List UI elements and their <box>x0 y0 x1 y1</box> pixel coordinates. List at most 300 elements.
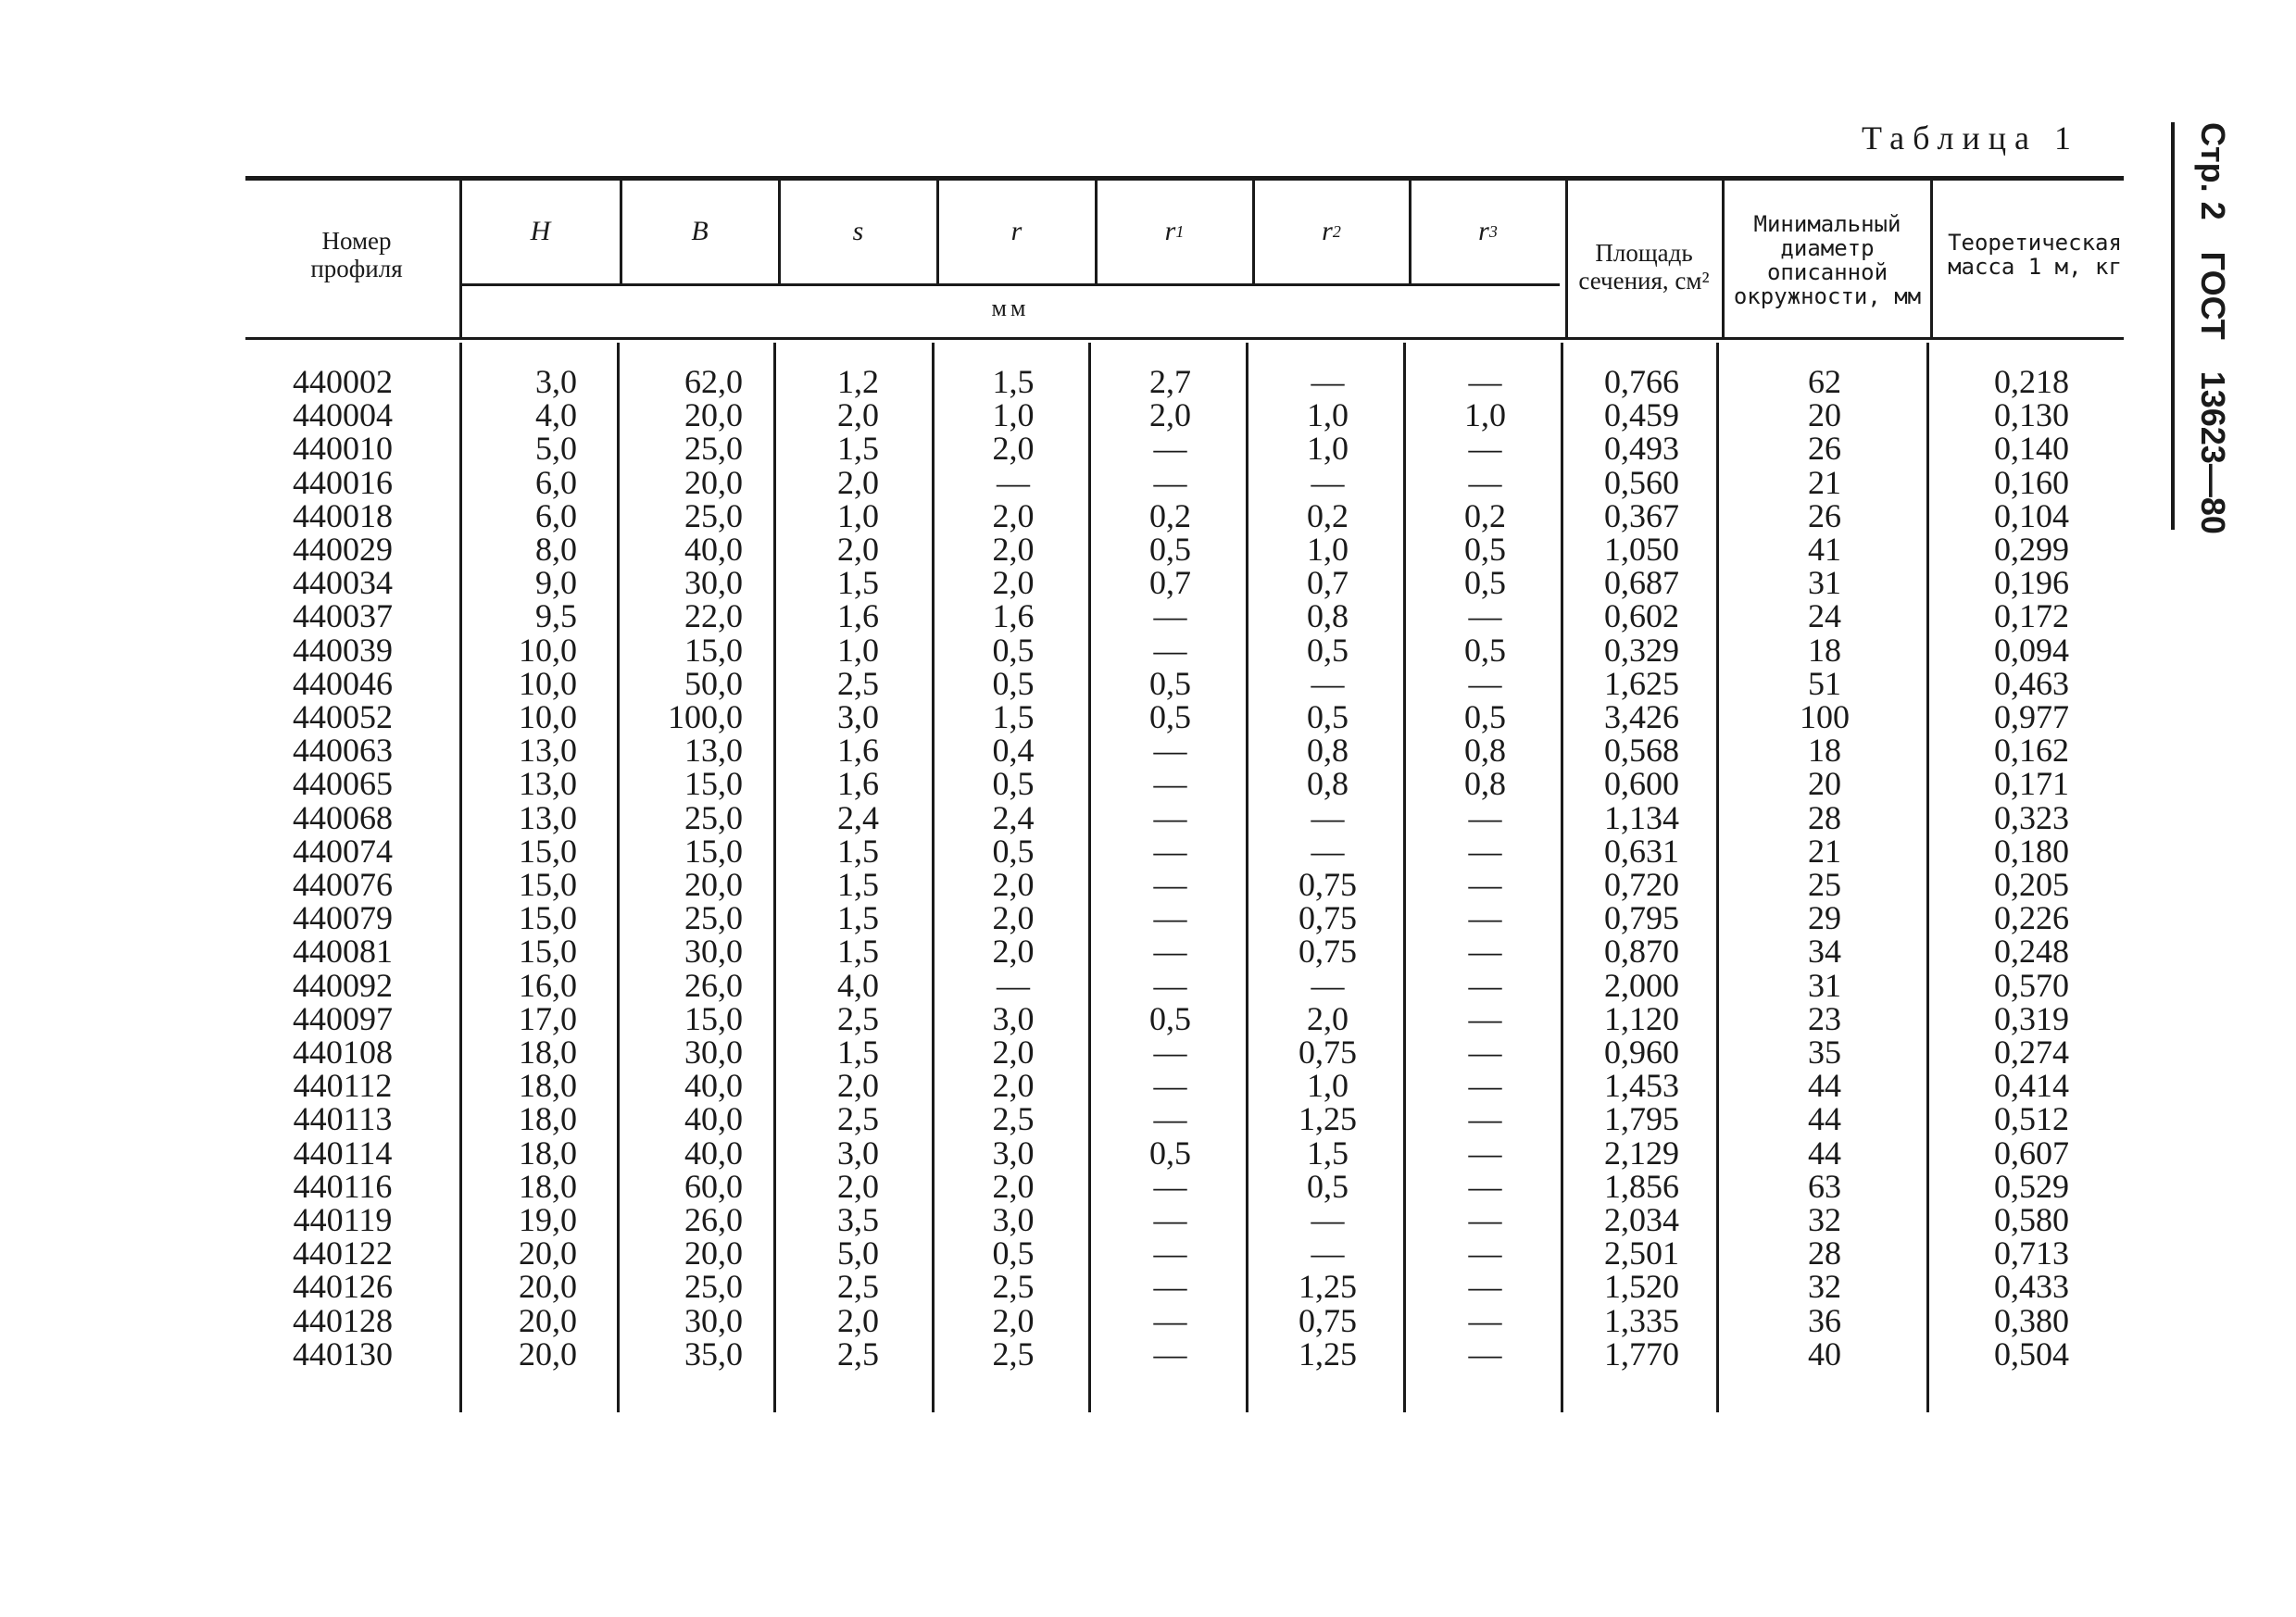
table-cell: 0,960 <box>1604 1034 1679 1071</box>
table-cell: — <box>997 463 1030 501</box>
table-cell: 13,0 <box>684 732 743 770</box>
table-cell: 0,5 <box>1307 631 1349 669</box>
table-cell: 0,130 <box>1994 396 2069 434</box>
body-divider <box>459 343 462 1412</box>
table-cell: — <box>1468 1067 1502 1105</box>
table-cell: 0,5 <box>1464 698 1506 735</box>
body-divider <box>1926 343 1929 1412</box>
table-cell: 2,0 <box>992 430 1035 468</box>
table-cell: 20,0 <box>519 1268 577 1306</box>
table-cell: 19,0 <box>519 1201 577 1238</box>
table-cell: — <box>1468 798 1502 836</box>
table-cell: 0,766 <box>1604 363 1679 400</box>
table-cell: — <box>1468 1301 1502 1339</box>
table-cell: 1,5 <box>992 363 1035 400</box>
table-cell: 18 <box>1808 631 1841 669</box>
table-cell: 1,5 <box>1307 1134 1349 1172</box>
table-cell: 1,795 <box>1604 1100 1679 1138</box>
table-cell: 0,218 <box>1994 363 2069 400</box>
table-cell: — <box>1311 798 1345 836</box>
table-cell: — <box>1468 1235 1502 1272</box>
table-cell: 2,5 <box>837 999 879 1037</box>
table-cell: 50,0 <box>684 664 743 702</box>
table-cell: 0,180 <box>1994 832 2069 870</box>
table-cell: — <box>1153 933 1187 971</box>
header-area: Площадь сечения, см² <box>1578 239 1710 295</box>
table-cell: 2,0 <box>837 463 879 501</box>
table-cell: 31 <box>1808 564 1841 602</box>
page-number: Стр. 2 <box>2194 122 2232 220</box>
table-cell: 0,329 <box>1604 631 1679 669</box>
table-cell: 1,134 <box>1604 798 1679 836</box>
table-cell: 62,0 <box>684 363 743 400</box>
table-cell: 0,5 <box>1149 1134 1191 1172</box>
table-cell: 2,5 <box>837 1100 879 1138</box>
header-divider <box>1722 181 1725 337</box>
table-cell: 2,501 <box>1604 1235 1679 1272</box>
table-cell: — <box>1153 1201 1187 1238</box>
table-cell: 44 <box>1808 1100 1841 1138</box>
table-cell: — <box>1153 832 1187 870</box>
table-cell: 440097 <box>293 999 393 1037</box>
table-cell: 1,625 <box>1604 664 1679 702</box>
header-divider <box>1565 181 1568 337</box>
table-cell: 2,0 <box>992 933 1035 971</box>
table-cell: 0,8 <box>1307 597 1349 635</box>
table-cell: 3,5 <box>837 1201 879 1238</box>
table-cell: 440004 <box>293 396 393 434</box>
table-cell: 44 <box>1808 1067 1841 1105</box>
table-cell: 18,0 <box>519 1067 577 1105</box>
table-cell: 2,0 <box>992 496 1035 534</box>
table-cell: 1,6 <box>992 597 1035 635</box>
header-s: s <box>852 216 864 246</box>
table-cell: 10,0 <box>519 698 577 735</box>
table-cell: 3,426 <box>1604 698 1679 735</box>
table-cell: 2,0 <box>837 1301 879 1339</box>
table-cell: 0,094 <box>1994 631 2069 669</box>
table-cell: 41 <box>1808 531 1841 568</box>
table-cell: — <box>1311 664 1345 702</box>
table-cell: 20 <box>1808 396 1841 434</box>
table-cell: 13,0 <box>519 765 577 803</box>
table-cell: 0,8 <box>1464 732 1506 770</box>
table-cell: 6,0 <box>535 463 577 501</box>
table-cell: — <box>1153 1100 1187 1138</box>
table-cell: 1,453 <box>1604 1067 1679 1105</box>
table-cell: 1,5 <box>837 899 879 937</box>
table-cell: 1,0 <box>992 396 1035 434</box>
table-cell: 0,5 <box>1149 664 1191 702</box>
table-cell: 0,5 <box>992 1235 1035 1272</box>
table-cell: 31 <box>1808 966 1841 1004</box>
table-cell: 2,0 <box>992 1301 1035 1339</box>
table-cell: 25,0 <box>684 798 743 836</box>
table-cell: 0,560 <box>1604 463 1679 501</box>
table-cell: 1,0 <box>1464 396 1506 434</box>
table-cell: 1,5 <box>837 430 879 468</box>
table-cell: 0,75 <box>1299 899 1357 937</box>
table-cell: 6,0 <box>535 496 577 534</box>
header-r1 <box>1097 213 1252 250</box>
table-cell: — <box>1311 363 1345 400</box>
table-cell: 440037 <box>293 597 393 635</box>
table-cell: 1,0 <box>1307 531 1349 568</box>
table-cell: 0,226 <box>1994 899 2069 937</box>
table-cell: 51 <box>1808 664 1841 702</box>
table-cell: 4,0 <box>535 396 577 434</box>
table-cell: 32 <box>1808 1201 1841 1238</box>
table-cell: 1,335 <box>1604 1301 1679 1339</box>
table-cell: 2,0 <box>992 866 1035 903</box>
table-cell: 20,0 <box>684 396 743 434</box>
table-cell: 15,0 <box>684 631 743 669</box>
table-cell: 3,0 <box>837 698 879 735</box>
table-cell: 0,5 <box>1149 698 1191 735</box>
table-cell: 21 <box>1808 832 1841 870</box>
table-cell: 0,172 <box>1994 597 2069 635</box>
body-divider <box>1403 343 1406 1412</box>
table-cell: — <box>1468 1268 1502 1306</box>
table-cell: 1,5 <box>837 933 879 971</box>
table-cell: 0,7 <box>1149 564 1191 602</box>
table-cell: 40 <box>1808 1335 1841 1373</box>
table-cell: 440116 <box>293 1167 393 1205</box>
table-cell: 0,299 <box>1994 531 2069 568</box>
table-cell: — <box>1468 999 1502 1037</box>
table-cell: 15,0 <box>684 832 743 870</box>
table-cell: 1,6 <box>837 597 879 635</box>
table-top-rule <box>245 176 2124 181</box>
table-cell: 13,0 <box>519 798 577 836</box>
header-r1-index: 1 <box>1175 222 1185 241</box>
table-cell: 2,5 <box>837 1335 879 1373</box>
table-cell: 0,274 <box>1994 1034 2069 1071</box>
table-cell: 440074 <box>293 832 393 870</box>
header-r3 <box>1411 213 1565 250</box>
table-cell: — <box>1468 1134 1502 1172</box>
table-cell: 1,770 <box>1604 1335 1679 1373</box>
table-cell: 1,0 <box>1307 1067 1349 1105</box>
table-cell: 0,5 <box>1464 631 1506 669</box>
table-cell: 0,140 <box>1994 430 2069 468</box>
table-cell: 1,856 <box>1604 1167 1679 1205</box>
table-cell: 20,0 <box>519 1335 577 1373</box>
table-cell: 0,160 <box>1994 463 2069 501</box>
table-cell: 0,602 <box>1604 597 1679 635</box>
table-cell: 440114 <box>293 1134 393 1172</box>
table-cell: 1,5 <box>837 832 879 870</box>
table-cell: — <box>1311 966 1345 1004</box>
table-cell: 1,6 <box>837 732 879 770</box>
table-cell: 0,504 <box>1994 1335 2069 1373</box>
table-cell: 440130 <box>293 1335 393 1373</box>
table-cell: 3,0 <box>992 1201 1035 1238</box>
table-cell: 440126 <box>293 1268 393 1306</box>
table-cell: 10,0 <box>519 631 577 669</box>
table-cell: — <box>1468 1201 1502 1238</box>
table-cell: 2,0 <box>837 1167 879 1205</box>
table-cell: 60,0 <box>684 1167 743 1205</box>
table-cell: — <box>997 966 1030 1004</box>
table-cell: 0,5 <box>1307 698 1349 735</box>
table-cell: 4,0 <box>837 966 879 1004</box>
table-cell: 2,0 <box>1307 999 1349 1037</box>
table-cell: 28 <box>1808 798 1841 836</box>
table-cell: 10,0 <box>519 664 577 702</box>
table-cell: — <box>1153 732 1187 770</box>
table-cell: 40,0 <box>684 1100 743 1138</box>
table-cell: 40,0 <box>684 531 743 568</box>
table-cell: 9,0 <box>535 564 577 602</box>
table-cell: 0,580 <box>1994 1201 2069 1238</box>
table-cell: 15,0 <box>519 832 577 870</box>
table-cell: — <box>1311 1201 1345 1238</box>
table-cell: 1,0 <box>837 496 879 534</box>
table-cell: 0,8 <box>1307 732 1349 770</box>
table-cell: — <box>1311 463 1345 501</box>
table-cell: — <box>1153 1067 1187 1105</box>
table-cell: — <box>1153 430 1187 468</box>
table-cell: 2,5 <box>837 664 879 702</box>
body-divider <box>1561 343 1563 1412</box>
table-cell: 0,104 <box>1994 496 2069 534</box>
table-cell: 440068 <box>293 798 393 836</box>
table-cell: 0,568 <box>1604 732 1679 770</box>
table-cell: 0,75 <box>1299 1301 1357 1339</box>
table-cell: 22,0 <box>684 597 743 635</box>
table-cell: 20 <box>1808 765 1841 803</box>
table-cell: 2,0 <box>992 531 1035 568</box>
table-cell: 0,319 <box>1994 999 2069 1037</box>
table-cell: 18,0 <box>519 1167 577 1205</box>
table-cell: — <box>1153 798 1187 836</box>
table-cell: — <box>1468 866 1502 903</box>
body-divider <box>1246 343 1248 1412</box>
table-cell: 35,0 <box>684 1335 743 1373</box>
table-cell: 20,0 <box>519 1301 577 1339</box>
table-cell: 0,512 <box>1994 1100 2069 1138</box>
table-cell: 1,520 <box>1604 1268 1679 1306</box>
table-cell: 2,0 <box>992 1034 1035 1071</box>
table-cell: 0,2 <box>1307 496 1349 534</box>
table-cell: 440052 <box>293 698 393 735</box>
table-cell: 5,0 <box>535 430 577 468</box>
table-cell: 1,050 <box>1604 531 1679 568</box>
table-cell: 17,0 <box>519 999 577 1037</box>
table-cell: 3,0 <box>837 1134 879 1172</box>
table-cell: — <box>1468 597 1502 635</box>
table-cell: 0,493 <box>1604 430 1679 468</box>
units-rule <box>461 283 1560 286</box>
table-cell: 26 <box>1808 496 1841 534</box>
table-cell: 440063 <box>293 732 393 770</box>
table-cell: 2,034 <box>1604 1201 1679 1238</box>
table-cell: 30,0 <box>684 1034 743 1071</box>
table-cell: 15,0 <box>519 866 577 903</box>
table-cell: 2,0 <box>992 899 1035 937</box>
table-cell: 0,367 <box>1604 496 1679 534</box>
header-r3-letter: r <box>1478 216 1489 246</box>
table-cell: 440076 <box>293 866 393 903</box>
table-cell: 0,5 <box>992 765 1035 803</box>
table-cell: 36 <box>1808 1301 1841 1339</box>
table-cell: 1,5 <box>837 1034 879 1071</box>
table-cell: 0,4 <box>992 732 1035 770</box>
table-cell: 30,0 <box>684 1301 743 1339</box>
table-cell: 0,5 <box>992 631 1035 669</box>
table-cell: 2,7 <box>1149 363 1191 400</box>
table-cell: 5,0 <box>837 1235 879 1272</box>
table-cell: 1,120 <box>1604 999 1679 1037</box>
header-r1-letter: r <box>1164 216 1176 246</box>
table-cell: 13,0 <box>519 732 577 770</box>
table-cell: 440039 <box>293 631 393 669</box>
table-cell: 440119 <box>293 1201 393 1238</box>
table-cell: — <box>1468 363 1502 400</box>
table-cell: 26,0 <box>684 966 743 1004</box>
table-cell: 18,0 <box>519 1034 577 1071</box>
table-cell: — <box>1153 1034 1187 1071</box>
table-cell: 8,0 <box>535 531 577 568</box>
table-cell: 0,529 <box>1994 1167 2069 1205</box>
header-profile-number: Номер профиля <box>310 227 403 282</box>
table-cell: 1,25 <box>1299 1335 1357 1373</box>
table-cell: 0,75 <box>1299 1034 1357 1071</box>
table-cell: 20,0 <box>684 463 743 501</box>
table-cell: 2,129 <box>1604 1134 1679 1172</box>
table-cell: 440081 <box>293 933 393 971</box>
standard-number: 13623—80 <box>2194 370 2232 534</box>
table-cell: 62 <box>1808 363 1841 400</box>
table-cell: 440108 <box>293 1034 393 1071</box>
table-cell: — <box>1153 1335 1187 1373</box>
table-cell: — <box>1153 631 1187 669</box>
table-cell: 9,5 <box>535 597 577 635</box>
table-cell: 2,5 <box>992 1335 1035 1373</box>
table-cell: 0,463 <box>1994 664 2069 702</box>
table-cell: 0,75 <box>1299 866 1357 903</box>
table-cell: — <box>1468 1100 1502 1138</box>
table-cell: — <box>1153 1301 1187 1339</box>
table-cell: 1,5 <box>837 866 879 903</box>
table-cell: 1,25 <box>1299 1268 1357 1306</box>
table-cell: 0,380 <box>1994 1301 2069 1339</box>
table-cell: 63 <box>1808 1167 1841 1205</box>
header-r3-index: 3 <box>1488 222 1498 241</box>
table-cell: 15,0 <box>519 899 577 937</box>
table-cell: 28 <box>1808 1235 1841 1272</box>
table-cell: 26,0 <box>684 1201 743 1238</box>
table-cell: — <box>1153 463 1187 501</box>
header-r2-letter: r <box>1322 216 1333 246</box>
table-cell: 0,8 <box>1464 765 1506 803</box>
table-cell: 1,5 <box>837 564 879 602</box>
table-cell: 21 <box>1808 463 1841 501</box>
table-cell: 35 <box>1808 1034 1841 1071</box>
standard-label: ГОСТ <box>2194 251 2232 340</box>
table-cell: — <box>1468 1034 1502 1071</box>
header-r2-index: 2 <box>1332 222 1341 241</box>
table-cell: 20,0 <box>684 866 743 903</box>
table-cell: 0,687 <box>1604 564 1679 602</box>
table-cell: 0,459 <box>1604 396 1679 434</box>
table-cell: 0,414 <box>1994 1067 2069 1105</box>
table-cell: 25,0 <box>684 899 743 937</box>
table-cell: 2,4 <box>992 798 1035 836</box>
table-cell: 2,0 <box>992 1067 1035 1105</box>
table-cell: 2,000 <box>1604 966 1679 1004</box>
table-cell: 1,25 <box>1299 1100 1357 1138</box>
table-cell: 0,5 <box>992 832 1035 870</box>
table-cell: 1,5 <box>992 698 1035 735</box>
table-cell: — <box>1311 1235 1345 1272</box>
table-cell: — <box>1153 1235 1187 1272</box>
table-cell: 440079 <box>293 899 393 937</box>
table-cell: 0,631 <box>1604 832 1679 870</box>
table-cell: 29 <box>1808 899 1841 937</box>
table-cell: 440112 <box>293 1067 393 1105</box>
table-cell: 25,0 <box>684 496 743 534</box>
table-cell: 0,205 <box>1994 866 2069 903</box>
table-cell: 0,162 <box>1994 732 2069 770</box>
table-cell: 2,0 <box>1149 396 1191 434</box>
table-cell: 2,4 <box>837 798 879 836</box>
table-cell: — <box>1311 832 1345 870</box>
table-cell: 2,5 <box>992 1100 1035 1138</box>
table-cell: 18,0 <box>519 1134 577 1172</box>
table-cell: — <box>1468 933 1502 971</box>
table-cell: 440128 <box>293 1301 393 1339</box>
table-cell: 0,196 <box>1994 564 2069 602</box>
table-caption: Таблица 1 <box>1862 119 2079 157</box>
table-cell: 0,600 <box>1604 765 1679 803</box>
table-cell: 2,0 <box>837 396 879 434</box>
table-cell: 40,0 <box>684 1067 743 1105</box>
body-divider <box>617 343 620 1412</box>
table-cell: 32 <box>1808 1268 1841 1306</box>
table-cell: — <box>1468 966 1502 1004</box>
header-r: r <box>1010 216 1023 246</box>
table-cell: 0,5 <box>1149 531 1191 568</box>
table-cell: 34 <box>1808 933 1841 971</box>
table-cell: 440122 <box>293 1235 393 1272</box>
table-cell: — <box>1468 1167 1502 1205</box>
table-cell: — <box>1468 463 1502 501</box>
table-cell: — <box>1153 966 1187 1004</box>
header-r2 <box>1254 213 1409 250</box>
body-divider <box>1088 343 1091 1412</box>
side-running-header <box>2191 122 2234 534</box>
table-cell: 0,977 <box>1994 698 2069 735</box>
table-cell: 0,2 <box>1464 496 1506 534</box>
table-cell: 3,0 <box>992 999 1035 1037</box>
table-cell: 1,0 <box>1307 430 1349 468</box>
table-cell: 440018 <box>293 496 393 534</box>
table-cell: 40,0 <box>684 1134 743 1172</box>
table-cell: 440002 <box>293 363 393 400</box>
table-cell: 16,0 <box>519 966 577 1004</box>
table-cell: 0,75 <box>1299 933 1357 971</box>
table-cell: 440029 <box>293 531 393 568</box>
table-cell: 25,0 <box>684 430 743 468</box>
table-cell: 0,8 <box>1307 765 1349 803</box>
table-cell: 2,0 <box>837 1067 879 1105</box>
table-cell: 0,2 <box>1149 496 1191 534</box>
table-cell: 0,7 <box>1307 564 1349 602</box>
table-cell: — <box>1468 1335 1502 1373</box>
table-cell: 18 <box>1808 732 1841 770</box>
